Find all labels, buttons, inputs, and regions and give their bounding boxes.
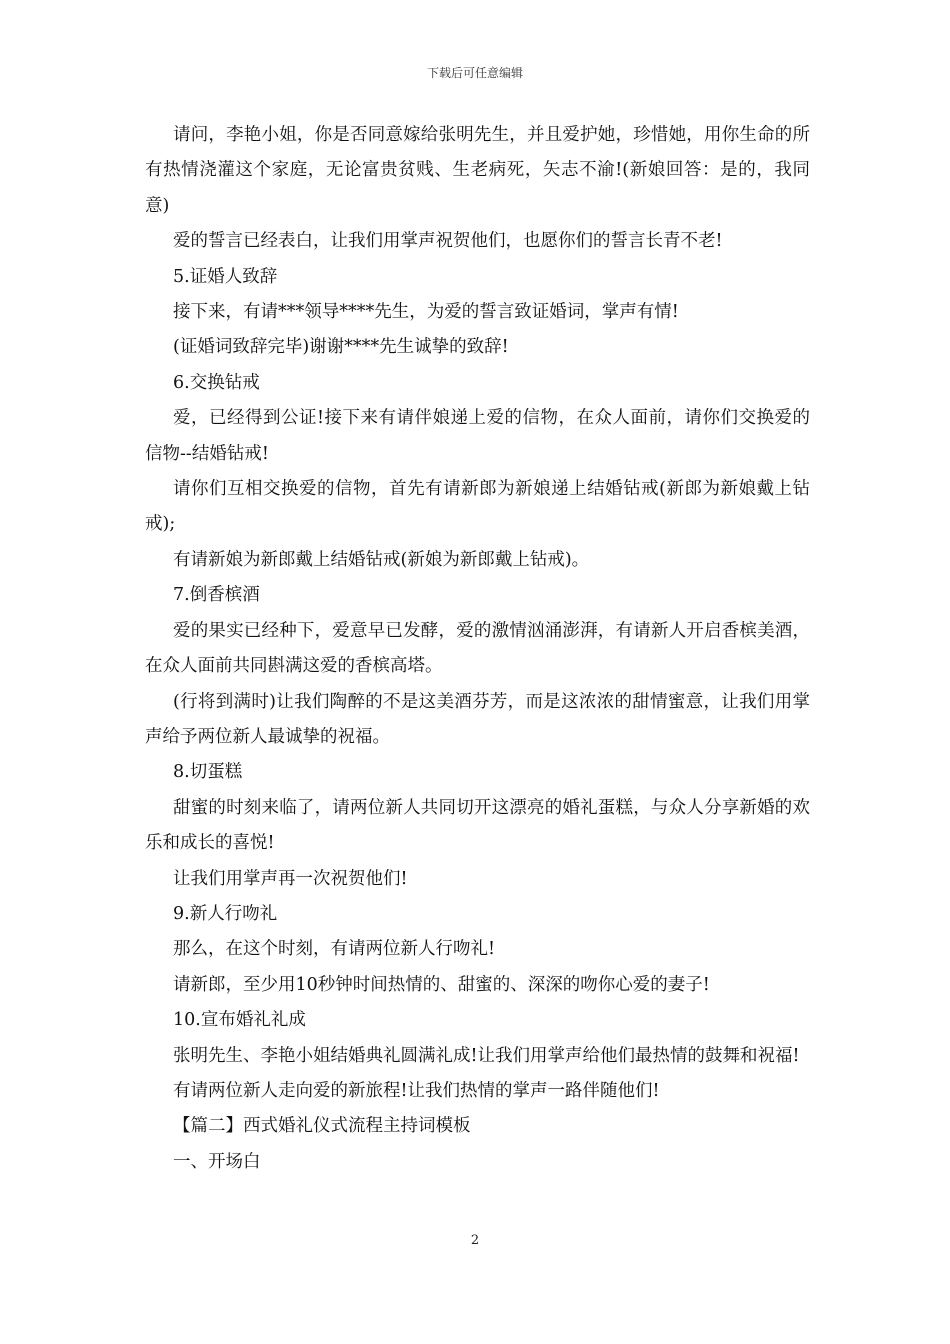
paragraph-ceremony-complete: 张明先生、李艳小姐结婚典礼圆满礼成!让我们用掌声给他们最热情的鼓舞和祝福! (173, 1045, 800, 1066)
section-heading-ring-exchange: 6.交换钻戒 (173, 372, 260, 393)
paragraph-cake-cutting: 甜蜜的时刻来临了，请两位新人共同切开这漂亮的婚礼蛋糕，与众人分享新婚的欢乐和成长的喜悦! (145, 797, 810, 854)
paragraph-witness-invite: 接下来，有请***领导****先生，为爱的誓言致证婚词，掌声有情! (173, 302, 679, 323)
paragraph-ring-bride: 有请新娘为新郎戴上结婚钻戒(新娘为新郎戴上钻戒)。 (173, 549, 590, 570)
section-heading-opening: 一、开场白 (173, 1151, 261, 1172)
section-heading-cake: 8.切蛋糕 (173, 762, 243, 783)
section-heading-witness-speech: 5.证婚人致辞 (173, 266, 278, 287)
section-heading-kiss: 9.新人行吻礼 (173, 903, 278, 924)
paragraph-kiss-groom: 请新郎，至少用10秒钟时间热情的、甜蜜的、深深的吻你心爱的妻子! (173, 974, 710, 995)
paragraph-champagne-blessing: (行将到满时)让我们陶醉的不是这美酒芬芳，而是这浓浓的甜情蜜意，让我们用掌声给予两位新人最诚挚的祝福。 (145, 691, 810, 747)
paragraph-kiss-invite: 那么，在这个时刻，有请两位新人行吻礼! (173, 939, 496, 960)
paragraph-champagne-pour: 爱的果实已经种下，爱意早已发酵，爱的激情汹涌澎湃，有请新人开启香槟美酒，在众人面前共同斟满这爱的香槟高塔。 (145, 620, 810, 677)
paragraph-witness-thanks: (证婚词致辞完毕)谢谢****先生诚挚的致辞! (173, 337, 509, 358)
section-heading-ceremony-complete: 10.宣布婚礼礼成 (173, 1010, 306, 1031)
paragraph-vow-applause: 爱的誓言已经表白，让我们用掌声祝贺他们，也愿你们的誓言长青不老! (173, 231, 723, 252)
paragraph-new-journey: 有请两位新人走向爱的新旅程!让我们热情的掌声一路伴随他们! (173, 1080, 660, 1101)
paragraph-vow-question: 请问，李艳小姐，你是否同意嫁给张明先生，并且爱护她，珍惜她，用你生命的所有热情浇灌这个家庭，无论富贵贫贱、生老病死，矢志不渝!(新娘回答：是的，我同意) (145, 125, 810, 216)
section-heading-part-two: 【篇二】西式婚礼仪式流程主持词模板 (173, 1116, 471, 1137)
page-header: 下载后可任意编辑 (426, 66, 523, 80)
section-heading-champagne: 7.倒香槟酒 (173, 585, 260, 606)
document-body (145, 118, 810, 1180)
paragraph-cake-applause: 让我们用掌声再一次祝贺他们! (173, 868, 408, 889)
paragraph-ring-groom: 请你们互相交换爱的信物，首先有请新郎为新娘递上结婚钻戒(新郎为新娘戴上钻戒); (145, 479, 810, 535)
page-number: 2 (470, 1233, 480, 1248)
paragraph-ring-intro: 爱，已经得到公证!接下来有请伴娘递上爱的信物，在众人面前，请你们交换爱的信物--结婚钻戒! (145, 408, 810, 464)
